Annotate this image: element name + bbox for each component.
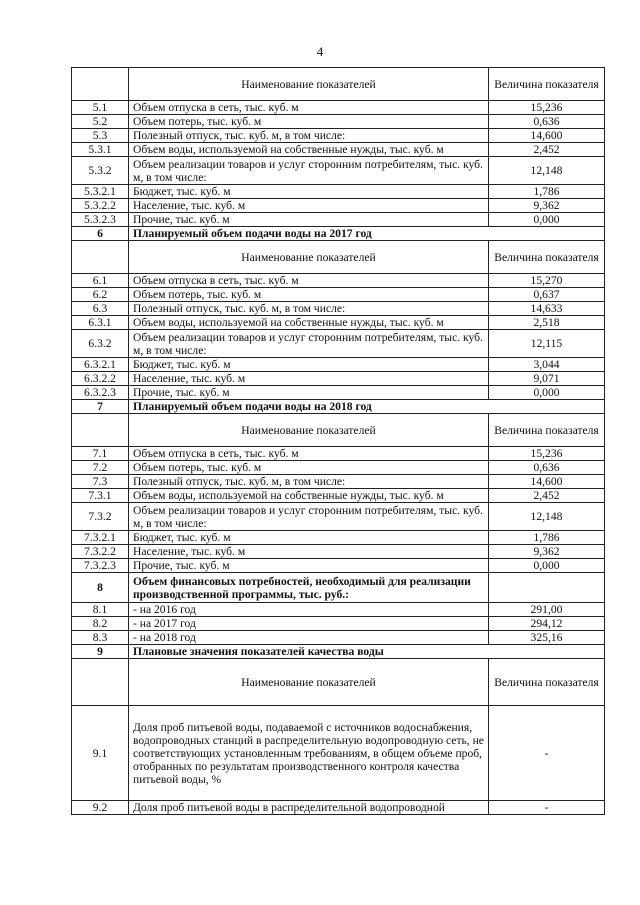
indicator-value: 0,000 <box>489 213 605 227</box>
section-title: Объем финансовых потребностей, необходимый для реализации производственной программы, тыс. руб.: <box>129 573 489 603</box>
row-number: 7.2 <box>72 461 129 475</box>
table-row <box>72 143 605 157</box>
table-row <box>72 288 605 302</box>
table-row <box>72 330 605 358</box>
table-header-row <box>72 414 605 447</box>
table-row <box>72 372 605 386</box>
header-num-cell <box>72 414 129 447</box>
page-number: 4 <box>316 44 324 59</box>
section-number: 7 <box>72 400 129 414</box>
value-cell <box>489 573 605 603</box>
table-row <box>72 489 605 503</box>
section-number: 9 <box>72 645 129 659</box>
header-name-cell: Наименование показателей <box>129 659 489 706</box>
header-value-cell: Величина показателя <box>489 414 605 447</box>
indicator-name: Объем воды, используемой на собственные нужды, тыс. куб. м <box>129 143 489 157</box>
indicator-name: Полезный отпуск, тыс. куб. м, в том числе: <box>129 129 489 143</box>
indicator-name: Прочие, тыс. куб. м <box>129 559 489 573</box>
row-number: 6.3 <box>72 302 129 316</box>
indicator-name: - на 2017 год <box>129 617 489 631</box>
section-number: 8 <box>72 573 129 603</box>
row-number: 5.3.2.1 <box>72 185 129 199</box>
indicators-table <box>71 67 605 815</box>
indicator-value: - <box>489 706 605 801</box>
table-row <box>72 801 605 815</box>
table-row <box>72 603 605 617</box>
indicator-value: 291,00 <box>489 603 605 617</box>
indicator-value: 15,236 <box>489 447 605 461</box>
table-row <box>72 199 605 213</box>
indicator-value: 0,000 <box>489 386 605 400</box>
row-number: 5.3.2.2 <box>72 199 129 213</box>
row-number: 9.1 <box>72 706 129 801</box>
row-number: 6.3.2.2 <box>72 372 129 386</box>
indicator-name: Объем потерь, тыс. куб. м <box>129 115 489 129</box>
indicator-name: Объем воды, используемой на собственные нужды, тыс. куб. м <box>129 489 489 503</box>
indicator-name: Объем воды, используемой на собственные нужды, тыс. куб. м <box>129 316 489 330</box>
row-number: 5.3.2 <box>72 157 129 185</box>
row-number: 6.1 <box>72 274 129 288</box>
indicator-name: Объем отпуска в сеть, тыс. куб. м <box>129 447 489 461</box>
indicator-value: 15,270 <box>489 274 605 288</box>
indicator-name: Прочие, тыс. куб. м <box>129 386 489 400</box>
indicator-value: 15,236 <box>489 101 605 115</box>
indicator-value: 12,148 <box>489 503 605 531</box>
header-num-cell <box>72 659 129 706</box>
indicator-value: 294,12 <box>489 617 605 631</box>
row-number: 9.2 <box>72 801 129 815</box>
table-row <box>72 358 605 372</box>
indicator-value: 1,786 <box>489 531 605 545</box>
row-number: 5.3.2.3 <box>72 213 129 227</box>
table-row <box>72 475 605 489</box>
indicator-name: Объем реализации товаров и услуг сторонним потребителям, тыс. куб. м, в том числе: <box>129 503 489 531</box>
table-row <box>72 185 605 199</box>
row-number: 5.1 <box>72 101 129 115</box>
table-row <box>72 302 605 316</box>
indicator-name: Население, тыс. куб. м <box>129 545 489 559</box>
row-number: 6.2 <box>72 288 129 302</box>
indicator-value: 0,000 <box>489 559 605 573</box>
table-row <box>72 503 605 531</box>
indicator-name: - на 2018 год <box>129 631 489 645</box>
row-number: 6.3.2.3 <box>72 386 129 400</box>
indicator-value: 2,452 <box>489 489 605 503</box>
header-value-cell: Величина показателя <box>489 68 605 101</box>
table-row <box>72 274 605 288</box>
indicator-name: Объем потерь, тыс. куб. м <box>129 288 489 302</box>
row-number: 8.2 <box>72 617 129 631</box>
row-number: 8.1 <box>72 603 129 617</box>
indicator-value: 0,637 <box>489 288 605 302</box>
indicator-value: 325,16 <box>489 631 605 645</box>
indicator-value: 9,071 <box>489 372 605 386</box>
indicator-name: Доля проб питьевой воды, подаваемой с источников водоснабжения, водопроводных станций в распределительную водопроводную сеть, не соответствующих установленным требованиям, в общем объеме проб, отобранных по результатам производственного контроля качества питьевой воды, % <box>129 706 489 801</box>
section-number: 6 <box>72 227 129 241</box>
indicator-name: Объем реализации товаров и услуг сторонним потребителям, тыс. куб. м, в том числе: <box>129 157 489 185</box>
indicator-name: Объем отпуска в сеть, тыс. куб. м <box>129 274 489 288</box>
indicator-name: Население, тыс. куб. м <box>129 372 489 386</box>
indicator-value: 3,044 <box>489 358 605 372</box>
indicator-name: Бюджет, тыс. куб. м <box>129 358 489 372</box>
indicator-value: 12,115 <box>489 330 605 358</box>
indicator-name: Объем реализации товаров и услуг сторонним потребителям, тыс. куб. м, в том числе: <box>129 330 489 358</box>
table-row <box>72 101 605 115</box>
indicator-value: 14,600 <box>489 129 605 143</box>
section-row <box>72 227 605 241</box>
table-row <box>72 213 605 227</box>
row-number: 7.3.1 <box>72 489 129 503</box>
header-value-cell: Величина показателя <box>489 241 605 274</box>
section-title: Планируемый объем подачи воды на 2017 год <box>129 227 605 241</box>
section-row <box>72 400 605 414</box>
header-num-cell <box>72 68 129 101</box>
row-number: 5.3 <box>72 129 129 143</box>
indicator-value: 1,786 <box>489 185 605 199</box>
header-name-cell: Наименование показателей <box>129 414 489 447</box>
indicator-value: 2,452 <box>489 143 605 157</box>
indicator-name: - на 2016 год <box>129 603 489 617</box>
indicator-value: 14,633 <box>489 302 605 316</box>
indicator-name: Полезный отпуск, тыс. куб. м, в том числе: <box>129 475 489 489</box>
row-number: 5.2 <box>72 115 129 129</box>
table-row <box>72 461 605 475</box>
row-number: 7.1 <box>72 447 129 461</box>
indicator-value: - <box>489 801 605 815</box>
section-row <box>72 573 605 603</box>
table-row <box>72 115 605 129</box>
row-number: 7.3 <box>72 475 129 489</box>
header-name-cell: Наименование показателей <box>129 68 489 101</box>
table-row <box>72 559 605 573</box>
indicator-name: Доля проб питьевой воды в распределительной водопроводной <box>129 801 489 815</box>
section-row <box>72 645 605 659</box>
indicator-value: 0,636 <box>489 461 605 475</box>
table-row <box>72 316 605 330</box>
table-row <box>72 706 605 801</box>
table-header-row <box>72 241 605 274</box>
row-number: 6.3.2 <box>72 330 129 358</box>
row-number: 7.3.2 <box>72 503 129 531</box>
table-header-row <box>72 68 605 101</box>
table-header-row <box>72 659 605 706</box>
table-row <box>72 545 605 559</box>
header-value-cell: Величина показателя <box>489 659 605 706</box>
header-name-cell: Наименование показателей <box>129 241 489 274</box>
table-row <box>72 617 605 631</box>
indicator-value: 14,600 <box>489 475 605 489</box>
table-row <box>72 631 605 645</box>
header-num-cell <box>72 241 129 274</box>
table-row <box>72 531 605 545</box>
indicator-name: Бюджет, тыс. куб. м <box>129 185 489 199</box>
indicator-name: Полезный отпуск, тыс. куб. м, в том числе: <box>129 302 489 316</box>
section-title: Планируемый объем подачи воды на 2018 год <box>129 400 605 414</box>
indicator-value: 9,362 <box>489 199 605 213</box>
indicator-value: 2,518 <box>489 316 605 330</box>
row-number: 6.3.2.1 <box>72 358 129 372</box>
indicator-name: Бюджет, тыс. куб. м <box>129 531 489 545</box>
indicator-value: 12,148 <box>489 157 605 185</box>
indicator-value: 0,636 <box>489 115 605 129</box>
row-number: 7.3.2.2 <box>72 545 129 559</box>
indicator-name: Объем отпуска в сеть, тыс. куб. м <box>129 101 489 115</box>
indicator-value: 9,362 <box>489 545 605 559</box>
row-number: 8.3 <box>72 631 129 645</box>
table-row <box>72 447 605 461</box>
row-number: 5.3.1 <box>72 143 129 157</box>
row-number: 7.3.2.3 <box>72 559 129 573</box>
table-row <box>72 157 605 185</box>
row-number: 6.3.1 <box>72 316 129 330</box>
indicator-name: Объем потерь, тыс. куб. м <box>129 461 489 475</box>
table-row <box>72 129 605 143</box>
row-number: 7.3.2.1 <box>72 531 129 545</box>
indicator-name: Прочие, тыс. куб. м <box>129 213 489 227</box>
section-title: Плановые значения показателей качества воды <box>129 645 605 659</box>
table-row <box>72 386 605 400</box>
indicator-name: Население, тыс. куб. м <box>129 199 489 213</box>
